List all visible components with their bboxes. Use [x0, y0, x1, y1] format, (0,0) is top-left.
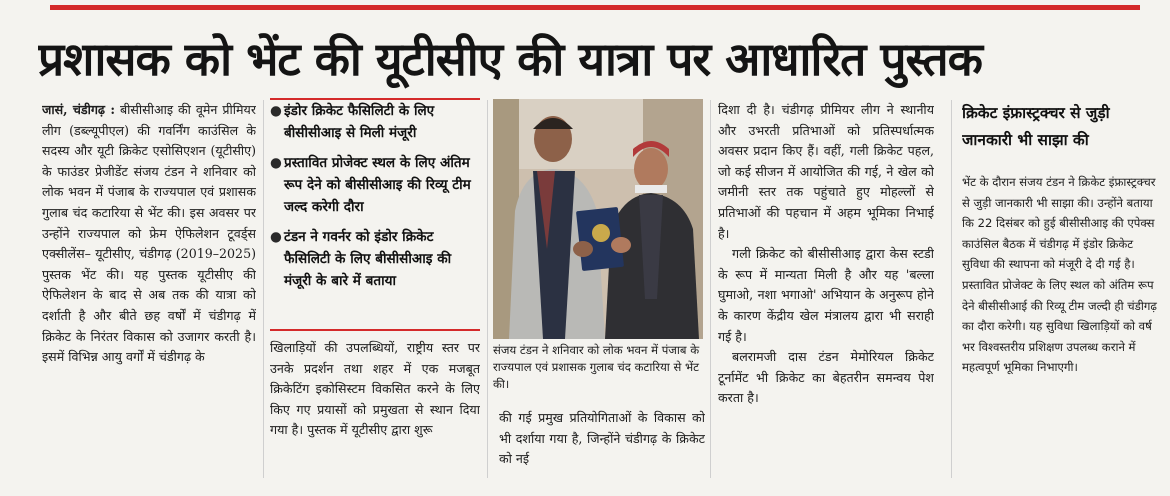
- headline: प्रशासक को भेंट की यूटीसीए की यात्रा पर आधारित पुस्तक: [38, 32, 982, 86]
- column-4: [718, 100, 934, 476]
- news-photo: [493, 99, 703, 339]
- column-divider: [710, 100, 711, 478]
- column-divider: [263, 100, 264, 478]
- column-4-para-1: दिशा दी है। चंडीगढ़ प्रीमियर लीग ने स्थानीय और उभरती प्रतिभाओं को प्रतिस्पर्धात्मक अवसर प्रदान किए हैं। वहीं, गली क्रिकेट पहल, जो कई सीजन में आयोजित की गई, ने खेल को जमीनी स्तर तक पहुंचाते हुए मोहल्लों से प्रतिभाओं की पहचान में अहम भूमिका निभाई है।: [718, 102, 934, 241]
- column-4-para-3: बलरामजी दास टंडन मेमोरियल क्रिकेट टूर्नामेंट भी क्रिकेट का बेहतरीन समन्वय पेश करता है।: [718, 349, 934, 406]
- column-4-para-2: गली क्रिकेट को बीसीसीआइ द्वारा केस स्टडी के रूप में मान्यता मिली है और यह 'बल्ला घुमाओ, नशा भगाओ' अभियान के अनुरूप होने के कारण केंद्रीय खेल मंत्रालय द्वारा भी सराही गई है।: [718, 246, 934, 344]
- column-3: [499, 408, 705, 478]
- top-red-rule: [50, 5, 1140, 10]
- highlights-bottom-rule: [270, 329, 480, 331]
- sidebar-body: [962, 172, 1162, 478]
- column-2: [270, 338, 480, 478]
- highlight-text: टंडन ने गवर्नर को इंडोर क्रिकेट फैसिलिटी के लिए बीसीसीआइ की मंजूरी के बारे में बताया: [284, 229, 452, 289]
- highlight-text: इंडोर क्रिकेट फैसिलिटी के लिए बीसीसीआइ से मिली मंजूरी: [284, 103, 435, 141]
- highlight-item: [270, 226, 480, 292]
- photo-caption: संजय टंडन ने शनिवार को लोक भवन में पंजाब के राज्यपाल एवं प्रशासक गुलाब चंद कटारिया से भेंट की।: [493, 343, 700, 391]
- column-1: [42, 100, 256, 476]
- dateline: जासं, चंडीगढ़ :: [42, 102, 115, 117]
- photo-illustration: [493, 99, 703, 339]
- column-1-body: बीसीसीआइ की वूमेन प्रीमियर लीग (डब्ल्यूपीएल) की गवर्निंग काउंसिल के सदस्य और यूटी क्रिकेट एसोसिएशन (यूटीसीए) के फाउंडर प्रेजीडेंट संजय टंडन ने शनिवार को लोक भवन में पंजाब के राज्यपाल एवं प्रशासक गुलाब चंद कटारिया से भेंट की। इस अवसर पर उन्होंने राज्यपाल को फ्रेम ऐफिलेशन टूवर्ड्स एक्सीलेंस– यूटीसीए, चंडीगढ़ (2019–2025) पुस्तक भेंट की। यह पुस्तक यूटीसीए की ऐफिलेशन के बाद से अब तक की यात्रा को दर्शाती है और बीते छह वर्षों में चंडीगढ़ में क्रिकेट के निरंतर विकास को उजागर करती है। इसमें विभिन्न आयु वर्गों में चंडीगढ़ के: [42, 102, 256, 365]
- sidebar-divider: [951, 100, 952, 478]
- highlight-item: [270, 152, 480, 218]
- bullet-icon: ●: [270, 103, 282, 119]
- highlight-item: [270, 100, 480, 144]
- column-1-text: [42, 100, 256, 368]
- sidebar-title: क्रिकेट इंफ्रास्ट्रक्चर से जुड़ी जानकारी भी साझा की: [962, 104, 1110, 149]
- column-divider: [487, 100, 488, 478]
- column-3-text: की गई प्रमुख प्रतियोगिताओं के विकास को भी दर्शाया गया है, जिन्होंने चंडीगढ़ के क्रिकेट को नई: [499, 410, 705, 467]
- highlights-box: [270, 100, 480, 326]
- bullet-icon: ●: [270, 229, 282, 245]
- sidebar-text: भेंट के दौरान संजय टंडन ने क्रिकेट इंफ्रास्ट्रक्चर से जुड़ी जानकारी भी साझा की। उन्होंने बताया कि 22 दिसंबर को हुई बीसीसीआइ की एपेक्स काउंसिल बैठक में चंडीगढ़ में इंडोर क्रिकेट सुविधा की स्थापना को मंजूरी दे दी गई है। प्रस्तावित प्रोजेक्ट के लिए स्थल को अंतिम रूप देने बीसीसीआई की रिव्यू टीम जल्दी ही चंडीगढ़ का दौरा करेगी। यह सुविधा खिलाड़ियों को वर्ष भर विश्वस्तरीय प्रशिक्षण उपलब्ध कराने में महत्वपूर्ण भूमिका निभाएगी।: [962, 175, 1157, 375]
- column-2-text: खिलाड़ियों की उपलब्धियों, राष्ट्रीय स्तर पर उनके प्रदर्शन तथा शहर में एक मजबूत क्रिकेटिंग इकोसिस्टम विकसित करने के लिए किए गए प्रयासों को प्रमुखता से स्थान दिया गया है। पुस्तक में यूटीसीए द्वारा शुरू: [270, 340, 480, 438]
- bullet-icon: ●: [270, 155, 282, 171]
- highlight-text: प्रस्तावित प्रोजेक्ट स्थल के लिए अंतिम रूप देने को बीसीसीआइ की रिव्यू टीम जल्द करेगी दौरा: [284, 155, 471, 215]
